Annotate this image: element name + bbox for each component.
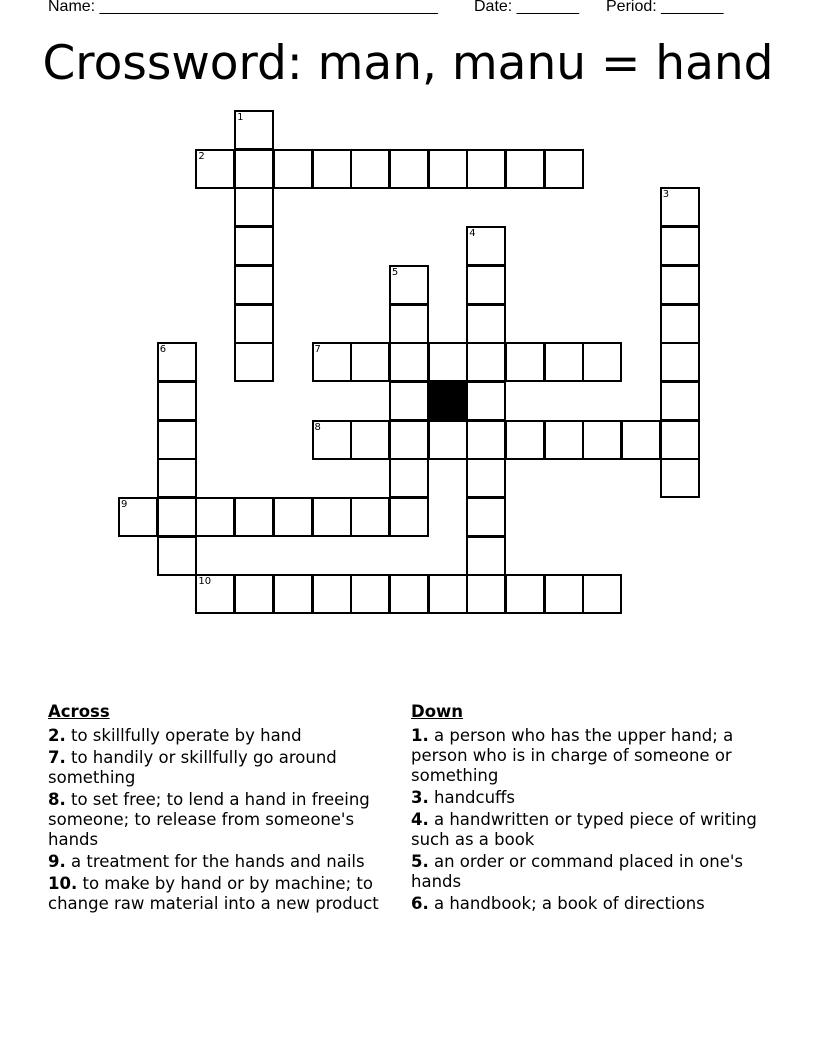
grid-cell[interactable]	[234, 110, 274, 150]
grid-cell[interactable]	[234, 187, 274, 227]
grid-cell[interactable]	[157, 536, 197, 576]
clue-down-1: 1. a person who has the upper hand; a person who is in charge of someone or something	[411, 726, 734, 785]
clue-number: 10	[198, 576, 212, 588]
clue-number: 7	[314, 344, 321, 356]
grid-cell[interactable]	[466, 265, 506, 305]
grid-cell[interactable]	[157, 497, 197, 537]
across-heading: Across	[48, 702, 110, 721]
grid-cell[interactable]	[234, 265, 274, 305]
grid-cell[interactable]	[660, 381, 700, 421]
grid-cell[interactable]	[389, 381, 429, 421]
grid-cell[interactable]	[544, 574, 584, 614]
grid-cell[interactable]	[428, 342, 468, 382]
grid-cell[interactable]	[350, 342, 390, 382]
clue-number: 9	[121, 499, 128, 510]
grid-cell[interactable]	[195, 574, 235, 614]
grid-cell[interactable]	[273, 497, 313, 537]
grid-cell[interactable]	[389, 149, 429, 189]
date-field[interactable]: Date: _______	[474, 0, 579, 15]
grid-cell[interactable]	[195, 149, 235, 189]
grid-cell[interactable]	[428, 420, 468, 460]
grid-cell[interactable]	[350, 420, 390, 460]
grid-cell[interactable]	[157, 381, 197, 421]
grid-cell[interactable]	[466, 574, 506, 614]
grid-cell[interactable]	[466, 420, 506, 460]
grid-cell[interactable]	[389, 342, 429, 382]
grid-cell[interactable]	[582, 342, 622, 382]
grid-cell[interactable]	[234, 149, 274, 189]
grid-cell[interactable]	[234, 342, 274, 382]
grid-cell[interactable]	[660, 420, 700, 460]
grid-cell[interactable]	[118, 497, 158, 537]
period-field[interactable]: Period: _______	[606, 0, 724, 15]
grid-cell[interactable]	[312, 342, 352, 382]
grid-cell[interactable]	[273, 149, 313, 189]
grid-cell[interactable]	[312, 574, 352, 614]
grid-cell[interactable]	[660, 226, 700, 266]
grid-cell[interactable]	[621, 420, 661, 460]
grid-cell[interactable]	[428, 574, 468, 614]
grid-cell[interactable]	[544, 420, 584, 460]
grid-cell[interactable]	[312, 149, 352, 189]
grid-cell[interactable]	[466, 381, 506, 421]
grid-cell[interactable]	[195, 497, 235, 537]
grid-cell[interactable]	[234, 497, 274, 537]
down-clues	[411, 702, 761, 916]
grid-cell[interactable]	[660, 342, 700, 382]
grid-cell[interactable]	[350, 574, 390, 614]
grid-cell[interactable]	[350, 497, 390, 537]
grid-cell[interactable]	[389, 304, 429, 344]
grid-cell[interactable]	[505, 420, 545, 460]
grid-cell[interactable]	[466, 304, 506, 344]
grid-cell[interactable]	[157, 420, 197, 460]
clue-number: 4	[469, 228, 476, 240]
clue-number: 3	[662, 189, 670, 201]
blocked-cell	[428, 381, 468, 421]
grid-cell[interactable]	[350, 149, 390, 189]
grid-cell[interactable]	[234, 226, 274, 266]
grid-cell[interactable]	[428, 149, 468, 189]
clue-across-9: 9. a treatment for the hands and nails	[48, 852, 365, 871]
clue-across-8: 8. to set free; to lend a hand in freeing someone; to release from someone's hands	[48, 790, 370, 849]
grid-cell[interactable]	[660, 265, 700, 305]
clue-number: 2	[198, 150, 205, 162]
down-heading: Down	[411, 702, 464, 721]
page-title: Crossword: man, manu = hand	[42, 36, 774, 91]
grid-cell[interactable]	[466, 497, 506, 537]
grid-cell[interactable]	[466, 536, 506, 576]
clue-down-6: 6. a handbook; a book of directions	[411, 894, 705, 913]
clue-number: 5	[391, 266, 399, 278]
grid-cell[interactable]	[505, 149, 545, 189]
grid-cell[interactable]	[234, 304, 274, 344]
grid-cell[interactable]	[466, 149, 506, 189]
across-clues	[48, 702, 408, 916]
grid-cell[interactable]	[660, 187, 700, 227]
grid-cell[interactable]	[466, 226, 506, 266]
grid-cell[interactable]	[389, 458, 429, 498]
grid-cell[interactable]	[389, 497, 429, 537]
grid-cell[interactable]	[582, 420, 622, 460]
grid-cell[interactable]	[505, 342, 545, 382]
grid-cell[interactable]	[389, 574, 429, 614]
clue-down-3: 3. handcuffs	[411, 788, 515, 807]
grid-cell[interactable]	[234, 574, 274, 614]
clue-across-2: 2. to skillfully operate by hand	[48, 726, 302, 745]
clue-down-4: 4. a handwritten or typed piece of writing such as a book	[411, 810, 757, 849]
clue-number: 8	[314, 421, 321, 433]
clue-number: 1	[237, 112, 244, 123]
clue-across-10: 10. to make by hand or by machine; to change raw material into a new product	[48, 874, 379, 913]
grid-cell[interactable]	[544, 342, 584, 382]
grid-cell[interactable]	[582, 574, 622, 614]
grid-cell[interactable]	[389, 420, 429, 460]
clue-down-5: 5. an order or command placed in one's hands	[411, 852, 744, 891]
grid-cell[interactable]	[505, 574, 545, 614]
grid-cell[interactable]	[466, 458, 506, 498]
clue-number: 6	[159, 344, 167, 356]
name-field[interactable]: Name: ______________________________________	[48, 0, 438, 15]
grid-cell[interactable]	[157, 342, 197, 382]
grid-cell[interactable]	[389, 265, 429, 305]
grid-cell[interactable]	[660, 458, 700, 498]
grid-cell[interactable]	[660, 304, 700, 344]
grid-cell[interactable]	[312, 420, 352, 460]
grid-cell[interactable]	[466, 342, 506, 382]
clue-across-7: 7. to handily or skillfully go around something	[48, 748, 337, 787]
grid-cell[interactable]	[157, 458, 197, 498]
grid-cell[interactable]	[273, 574, 313, 614]
grid-cell[interactable]	[312, 497, 352, 537]
grid-cell[interactable]	[544, 149, 584, 189]
